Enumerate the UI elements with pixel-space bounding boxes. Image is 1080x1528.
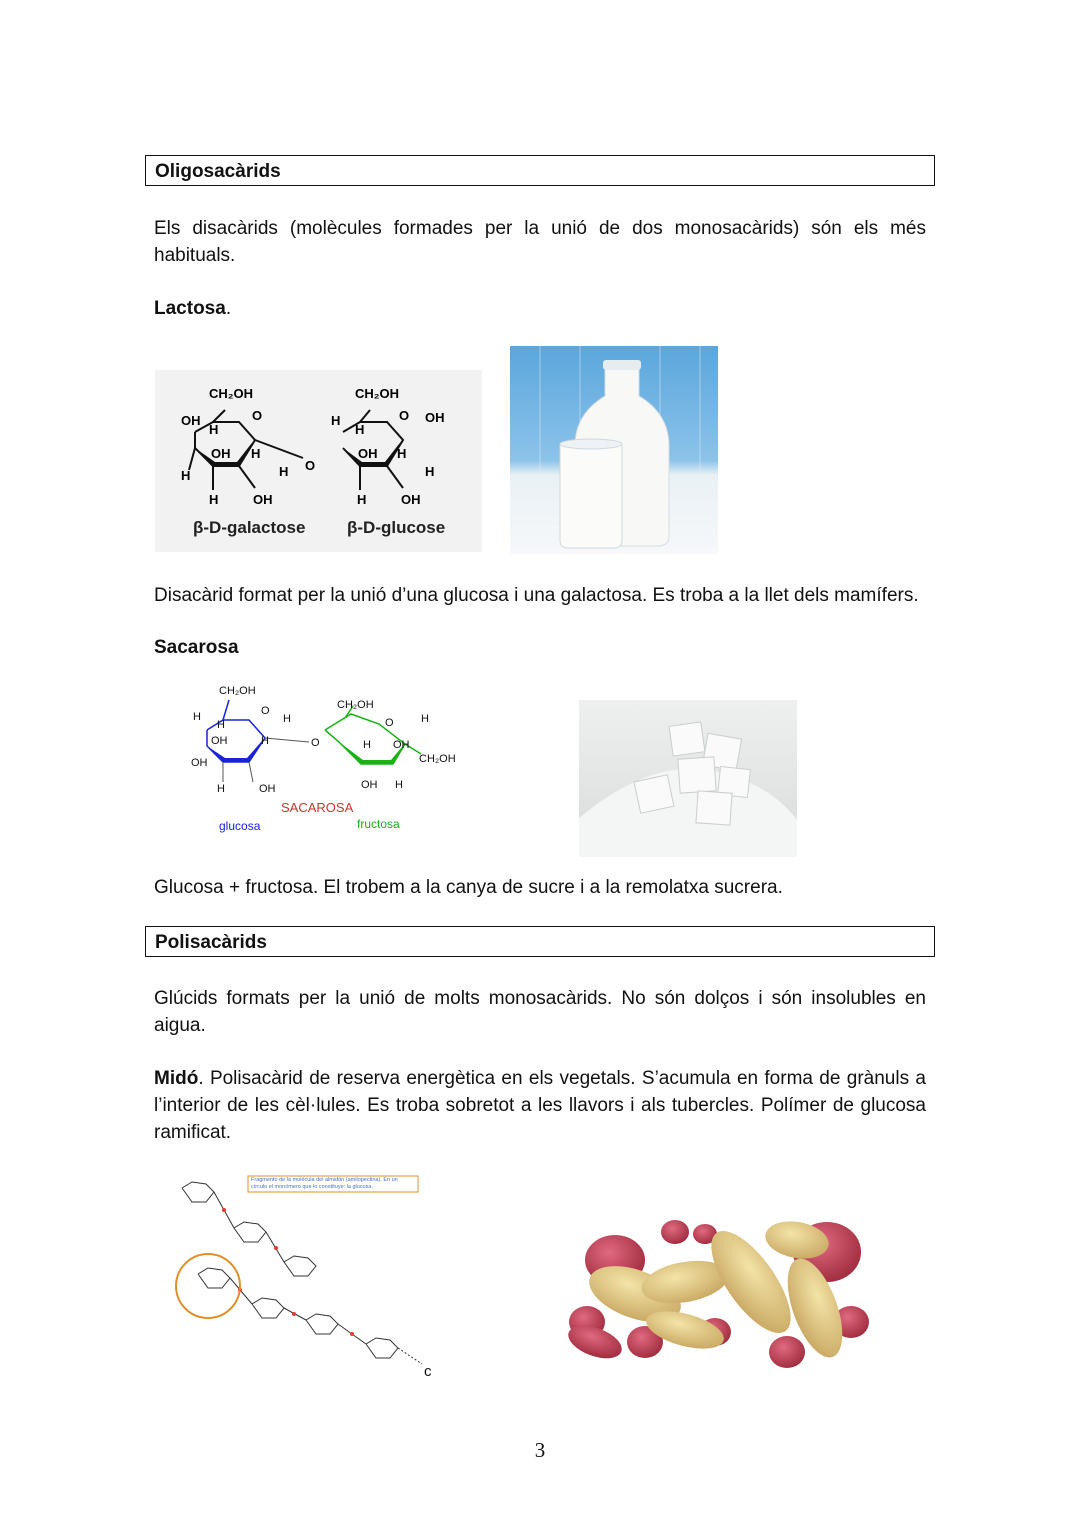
section-header-oligosacarids	[145, 155, 935, 186]
oh-label: OH	[191, 757, 208, 769]
h-label: H	[193, 711, 201, 723]
h-label: H	[209, 422, 219, 437]
mido-description: . Polisacàrid de reserva energètica en els vegetals. S’acumula en forma de grànuls a l’interior de les cèl·lules. Es troba sobretot a les llavors i als tubercles. Polímer de glucosa ramificat.	[154, 1068, 926, 1143]
o-label: O	[385, 717, 394, 729]
sacarosa-label: Sacarosa	[154, 637, 239, 658]
h-label: H	[181, 468, 191, 483]
h-label: H	[283, 713, 291, 725]
o-label: O	[399, 408, 410, 423]
oh-label: OH	[259, 783, 276, 795]
h-label: H	[425, 464, 435, 479]
oh-label: OH	[181, 413, 201, 428]
disacarids-paragraph: Els disacàrids (molècules formades per la unió de dos monosacàrids) són els més habituals.	[154, 218, 926, 266]
ch2oh-label: CH₂OH	[337, 699, 374, 711]
ch2oh-label: CH₂OH	[355, 386, 400, 401]
oh-label: OH	[401, 492, 421, 507]
h-label: H	[209, 492, 219, 507]
potatoes-photo	[565, 1212, 880, 1377]
ch2oh-label: CH₂OH	[209, 386, 254, 401]
h-label: H	[421, 713, 429, 725]
h-label: H	[251, 446, 261, 461]
sacarosa-heading	[154, 634, 926, 661]
h-label: H	[279, 464, 289, 479]
lactosa-dot: .	[225, 298, 232, 319]
sacarosa-diagram-label: SACAROSA	[281, 800, 354, 815]
sucrose-structure-image	[185, 680, 475, 840]
polisacarids-paragraph: Glúcids formats per la unió de molts monosacàrids. No són dolços i són insolubles en aigua.	[154, 988, 926, 1036]
oh-label: OH	[361, 779, 378, 791]
h-label: H	[355, 422, 365, 437]
oh-label: OH	[425, 410, 445, 425]
lactose-structure-image	[155, 370, 482, 552]
h-label: H	[331, 413, 341, 428]
glucosa-diagram-label: glucosa	[219, 819, 261, 833]
o-label: O	[261, 705, 270, 717]
h-label: H	[397, 446, 407, 461]
sacarosa-description: Glucosa + fructosa. El trobem a la canya de sucre i a la remolatxa sucrera.	[154, 877, 783, 898]
h-label: H	[395, 779, 403, 791]
o-label: O	[305, 458, 316, 473]
mido-label: Midó	[154, 1068, 199, 1089]
glucose-label: β-D-glucose	[347, 518, 446, 537]
galactose-label: β-D-galactose	[193, 518, 306, 537]
starch-structure-image	[160, 1170, 440, 1380]
starch-letter: c	[424, 1363, 432, 1380]
lactosa-label: Lactosa	[154, 298, 226, 319]
mido-paragraph	[154, 1065, 926, 1146]
h-label: H	[363, 739, 371, 751]
oh-label: OH	[211, 446, 231, 461]
page-number: 3	[534, 1438, 546, 1462]
h-label: H	[357, 492, 367, 507]
oh-label: OH	[393, 739, 410, 751]
oh-label: OH	[253, 492, 273, 507]
lactosa-heading	[154, 295, 926, 322]
lactosa-description: Disacàrid format per la unió d’una glucosa i una galactosa. Es troba a la llet dels mamífers.	[154, 585, 919, 606]
o-label: O	[252, 408, 263, 423]
oh-label: OH	[358, 446, 378, 461]
section-title: Polisacàrids	[155, 932, 267, 953]
h-label: H	[217, 783, 225, 795]
milk-photo	[510, 346, 718, 554]
oh-label: OH	[211, 735, 228, 747]
h-label: H	[217, 719, 225, 731]
section-header-polisacarids	[145, 926, 935, 957]
section-title: Oligosacàrids	[155, 161, 281, 182]
fructosa-diagram-label: fructosa	[357, 817, 400, 831]
o-label: O	[311, 737, 320, 749]
h-label: H	[261, 735, 269, 747]
ch2oh-label: CH₂OH	[419, 753, 456, 765]
sugar-photo	[579, 700, 797, 857]
starch-caption: Fragmento de la molécula del almidón (amilopectina). En un círculo el monómero que lo constituye: la glucosa.	[251, 1177, 398, 1190]
ch2oh-label: CH₂OH	[219, 685, 256, 697]
